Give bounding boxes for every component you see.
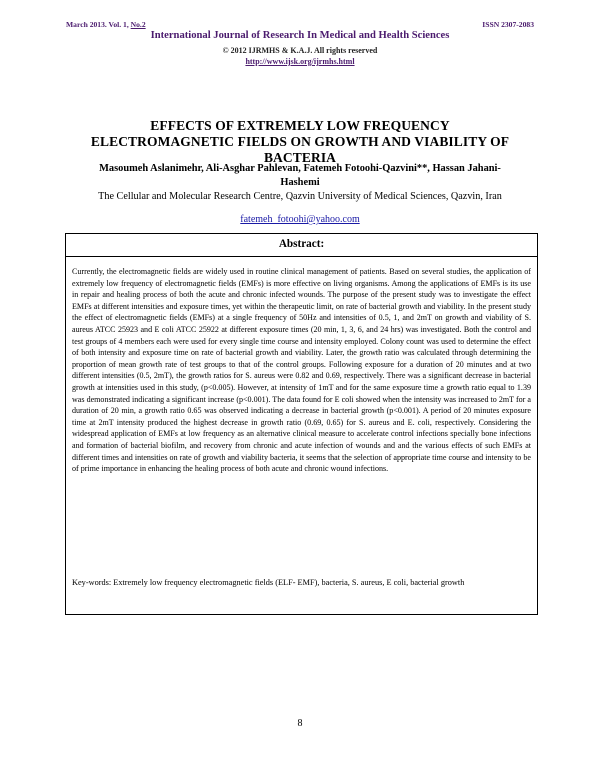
header-volume — [66, 20, 146, 29]
corresponding-email — [0, 214, 600, 225]
keywords: Key-words: Extremely low frequency electromagnetic fields (ELF- EMF), bacteria, S. aureus, E coli, bacterial growth — [72, 578, 465, 587]
article-affiliation: The Cellular and Molecular Research Centre, Qazvin University of Medical Sciences, Qazvin, Iran — [98, 191, 502, 202]
header-issn: ISSN 2307-2083 — [482, 20, 534, 29]
journal-url-link[interactable]: http://www.ijsk.org/ijrmhs.html — [245, 57, 355, 66]
journal-name: International Journal of Research In Medical and Health Sciences — [150, 30, 450, 41]
copyright-line: © 2012 IJRMHS & K.A.J. All rights reserved — [222, 46, 378, 55]
abstract-divider — [66, 256, 537, 257]
email-link[interactable]: fatemeh_fotoohi@yahoo.com — [240, 214, 360, 225]
article-authors: Masoumeh Aslanimehr, Ali-Asghar Pahlevan, Fatemeh Fotoohi-Qazvini**, Hassan Jahani-Hashemi — [99, 163, 501, 188]
header-date-volume: March 2013. Vol. 1, — [66, 20, 129, 29]
page-number: 8 — [297, 718, 303, 729]
journal-url — [0, 57, 600, 66]
abstract-heading: Abstract: — [278, 238, 325, 250]
abstract-text: Currently, the electromagnetic fields are widely used in routine clinical management of patients. Based on several studies, the application of extremely low frequency of electromagnetic fields (EMFs) is more effective on living organisms. Among the applications of EMFs is its use in repair and healing process of both the acute and chronic infected wounds. The purpose of the present study was to investigate the effect EMFs at different intensities and exposure times, yet within the therapeutic limit, on rate of bacterial growth and viability. In the present study the effect of electromagnetic fields (EMFs) at a single frequency of 50Hz and intensities of 0.5, 1, and 2mT on growth and viability of S. aureus ATCC 25923 and E coli ATCC 25922 at different exposure times (20 min, 1, 3, 6, and 24 hrs) was investigated. Both the control and test groups of 4 members each were used for every single time course and intensity employed. Colony count was used to determine the effect of both intensity and exposure time on rate of bacterial growth and viability. Later, the growth ratio was calculated through determining the proportion of mean growth rate of test groups to that of the control groups. Following exposure for a duration of 20 minutes and at two different intensities (0.5, 2mT), the growth ratios for S. aureus were 0.82 and 0.69, respectively. There was a significant decrease in bacterial growth at intensities used in this study, (p<0.005). However, at intensity of 1mT and for the same exposure time a growth ratio equal to 1.39 was demonstrated indicating a significant increase (p<0.001). The data found for E coli showed when the intensity was increased to 2mT for a duration of 20 min, a growth ratio 0.65 was observed indicating a decrease in bacterial growth (p<0.001). A period of 20 minutes exposure time at 2mT intensity produced the highest decrease in growth ratio (0.69, 0.65) for S. aureus and E. coli, respectively. Considering the widespread application of EMFs at low frequency as an alternative clinical measure to accelerate control infections specially bone infections and formation of bacterial biofilm, and recovery from chronic and acute infection of wounds and and the various effects of such EMFs at different times and intensities on rate of growth and viability bacteria, it seems that the selection of appropriate time course and intensity to be of prime importance in enhancing the healing process of both acute and chronic wound infections. — [72, 267, 531, 474]
article-title: EFFECTS OF EXTREMELY LOW FREQUENCY ELECTROMAGNETIC FIELDS ON GROWTH AND VIABILITY OF BACTERIA — [90, 118, 510, 165]
abstract-box — [65, 233, 538, 615]
header-issue-link[interactable]: No.2 — [130, 20, 146, 29]
